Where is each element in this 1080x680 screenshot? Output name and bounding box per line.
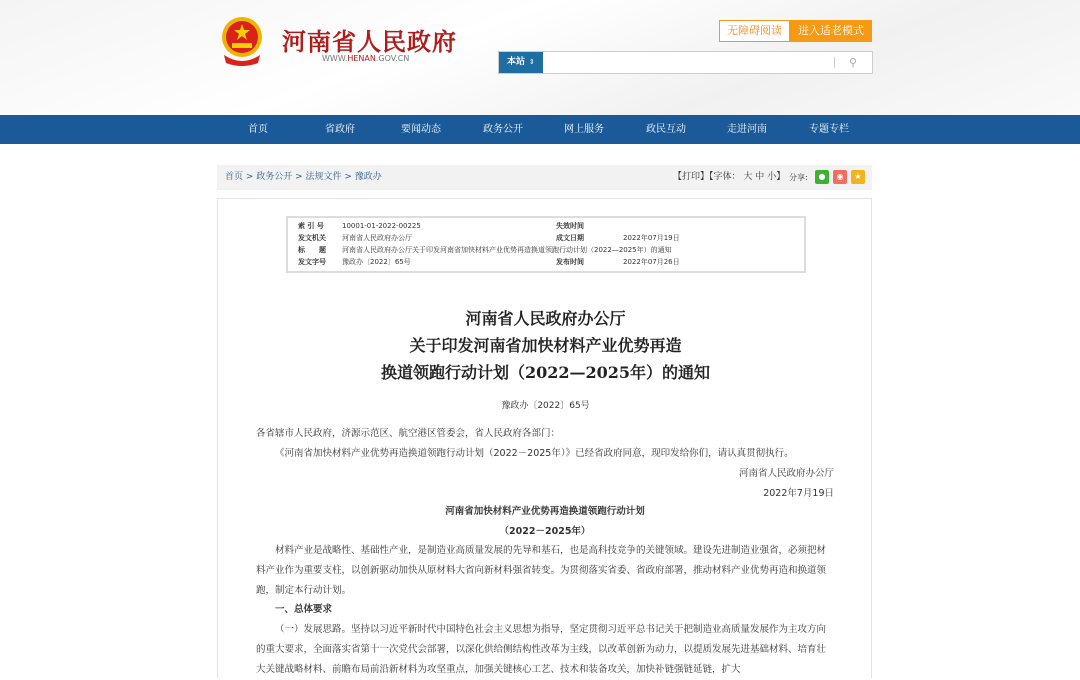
sort-arrows-icon: ⇕ [529, 58, 535, 66]
document-number: 豫政办〔2022〕65号 [501, 401, 590, 411]
accessibility-button[interactable]: 无障碍阅读 [719, 20, 790, 42]
nav-online-services[interactable]: 网上服务 [564, 124, 604, 135]
nav-interaction[interactable]: 政民互动 [646, 124, 686, 135]
breadcrumb[interactable]: 首页 > 政务公开 > 法规文件 > 豫政办 [225, 172, 382, 182]
font-medium[interactable]: 中 [755, 172, 765, 182]
site-url: WWW.HENAN.GOV.CN [322, 54, 410, 63]
font-large[interactable]: 大 [743, 172, 753, 182]
article-title-line: 河南省人民政府办公厅 [465, 309, 626, 328]
paragraph: 材料产业是战略性、基础性产业，是制造业高质量发展的先导和基石，也是高科技竞争的关键领域。建设先进制造业强省，必须把材料产业作为重要支柱，以创新驱动加快从原材料大省向新材料强省转变。为贯彻落实省委、省政府部署，推动材料产业优势再造和换道领跑，制定本行动计划。 [256, 545, 827, 596]
site-name[interactable]: 河南省人民政府 [282, 28, 457, 56]
weibo-share-icon[interactable]: ◉ [833, 170, 847, 184]
article-title-line: 关于印发河南省加快材料产业优势再造 [409, 336, 682, 355]
paragraph: 《河南省加快材料产业优势再造换道领跑行动计划（2022－2025年）》已经省政府同意，现印发给你们，请认真贯彻执行。 [275, 448, 794, 459]
article-content [217, 198, 872, 678]
search-icon[interactable]: ⚲ [849, 56, 858, 69]
nav-news[interactable]: 要闻动态 [401, 124, 441, 135]
font-small[interactable]: 小】 [767, 172, 786, 182]
salutation: 各省辖市人民政府，济源示范区、航空港区管委会，省人民政府各部门： [256, 428, 561, 439]
print-button[interactable]: 【打印】 [673, 172, 710, 182]
header [0, 0, 1080, 115]
breadcrumb-bar [217, 165, 872, 190]
nav-topics[interactable]: 专题专栏 [809, 124, 849, 135]
article-title-line: 换道领跑行动计划（2022—2025年）的通知 [380, 363, 711, 382]
favorite-star-icon[interactable]: ★ [851, 170, 865, 184]
nav-public-affairs[interactable]: 政务公开 [483, 124, 523, 135]
elder-mode-button[interactable]: 进入适老模式 [790, 20, 872, 42]
search-bar [498, 51, 873, 74]
share-label: 分享: [789, 173, 808, 182]
search-scope-select[interactable]: 本站 ⇕ [499, 52, 543, 73]
issuer: 河南省人民政府办公厅 [738, 468, 834, 479]
nav-about-henan[interactable]: 走进河南 [727, 124, 767, 135]
main-nav [0, 115, 1080, 144]
national-emblem-icon [218, 15, 266, 67]
wechat-share-icon[interactable]: ● [815, 170, 829, 184]
nav-home[interactable]: 首页 [248, 124, 268, 135]
plan-title: 河南省加快材料产业优势再造换道领跑行动计划 [445, 506, 645, 517]
issue-date: 2022年7月19日 [763, 488, 834, 499]
page-tools: 【打印】【字体： 大 中 小】 [673, 172, 786, 182]
document-metadata-table: 索 引 号 10001-01-2022-00225 失效时间 发文机关 河南省人民政府办公厅 成文日期 2022年07月19日 标 题 河南省人民政府办公厅关于印发河南省加快材料产业优势再造换道领跑行动计划（2022—2025年）的通知 发文字号 豫政办〔2022〕65号 发布时间 2022年07月26日 [286, 216, 806, 273]
nav-government[interactable]: 省政府 [325, 124, 355, 135]
section-heading: 一、总体要求 [275, 604, 333, 615]
plan-years: （2022－2025年） [499, 526, 591, 537]
divider [834, 57, 835, 68]
paragraph: （一）发展思路。坚持以习近平新时代中国特色社会主义思想为指导，坚定贯彻习近平总书记关于把制造业高质量发展作为主攻方向的重大要求，全面落实省第十一次党代会部署，以深化供给侧结构性改革为主线，以改革创新为动力，以提质发展先进基础材料、培育壮大关键战略材料、前瞻布局前沿新材料为攻坚重点，加强关键核心工艺、技术和装备攻关，加快补链强链延链，扩大 [256, 624, 827, 675]
